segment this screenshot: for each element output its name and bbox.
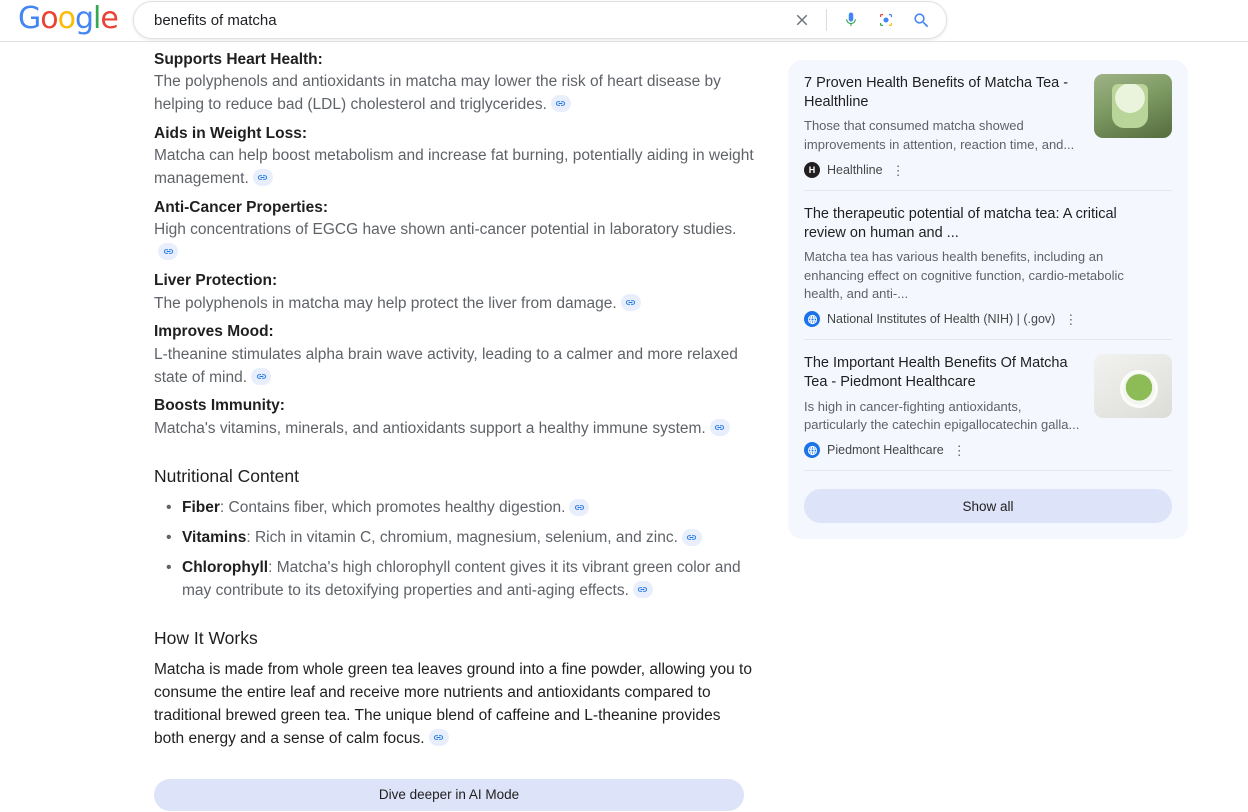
ai-item-desc-text: Matcha can help boost metabolism and increase fat burning, potentially aiding in weight management. xyxy=(154,147,754,187)
ai-overview-item xyxy=(154,320,760,389)
logo-letter-e: e xyxy=(100,0,118,36)
search-icon[interactable] xyxy=(910,9,932,31)
ai-item-desc-text: The polyphenols and antioxidants in matcha may lower the risk of heart disease by helping to reduce bad (LDL) cholesterol and triglycerides. xyxy=(154,73,721,114)
source-snippet: Those that consumed matcha showed improvements in attention, reaction time, and... xyxy=(804,118,1075,152)
list-item xyxy=(182,557,760,603)
more-options-icon[interactable]: ⋮ xyxy=(952,442,966,458)
sources-column xyxy=(788,48,1188,811)
link-icon[interactable] xyxy=(253,169,273,186)
list-item xyxy=(182,527,760,550)
how-it-works-paragraph xyxy=(154,659,754,750)
logo-letter-o1: o xyxy=(40,0,58,36)
ai-item-desc-text: L-theanine stimulates alpha brain wave activity, leading to a calmer and more relaxed state of mind. xyxy=(154,345,738,386)
ai-item-title: Liver Protection: xyxy=(154,272,278,290)
logo-letter-o2: o xyxy=(57,0,75,36)
link-icon[interactable] xyxy=(551,95,571,112)
source-thumbnail[interactable] xyxy=(1094,74,1172,138)
source-thumbnail[interactable] xyxy=(1094,354,1172,418)
sources-card xyxy=(788,60,1188,539)
ai-overview-item xyxy=(154,122,760,191)
source-item[interactable] xyxy=(804,205,1172,340)
source-title[interactable]: The Important Health Benefits Of Matcha Tea - Piedmont Healthcare xyxy=(804,355,1068,390)
ai-item-desc xyxy=(154,71,760,117)
ai-item-title: Boosts Immunity: xyxy=(154,397,285,415)
source-main xyxy=(804,354,1094,458)
healthline-favicon: H xyxy=(804,162,820,178)
bullet-label: Chlorophyll xyxy=(182,558,269,576)
ai-item-desc xyxy=(154,418,760,441)
ai-overview-column xyxy=(0,48,760,811)
source-main xyxy=(804,74,1094,178)
source-item[interactable] xyxy=(804,74,1172,191)
logo-letter-g2: g xyxy=(74,0,94,36)
page-content xyxy=(0,42,1248,811)
link-icon[interactable] xyxy=(710,419,730,436)
ai-item-title: Anti-Cancer Properties: xyxy=(154,198,328,216)
more-options-icon[interactable]: ⋮ xyxy=(1064,311,1078,327)
ai-item-desc-text: The polyphenols in matcha may help protect the liver from damage. xyxy=(154,294,617,312)
link-icon[interactable] xyxy=(621,294,641,311)
more-options-icon[interactable]: ⋮ xyxy=(891,162,905,178)
globe-favicon xyxy=(804,311,820,327)
ai-item-desc xyxy=(154,219,760,265)
bullet-text: : Rich in vitamin C, chromium, magnesium, selenium, and zinc. xyxy=(246,529,678,547)
google-lens-icon[interactable] xyxy=(875,9,897,31)
ai-item-title: Supports Heart Health: xyxy=(154,51,323,68)
link-icon[interactable] xyxy=(158,243,178,260)
bullet-label: Fiber xyxy=(182,499,220,517)
link-icon[interactable] xyxy=(569,499,589,516)
ai-item-title: Aids in Weight Loss: xyxy=(154,124,307,142)
how-it-works-text: Matcha is made from whole green tea leaves ground into a fine powder, allowing you to consume the entire leaf and receive more nutrients and antioxidants compared to traditional brewed green tea. The unique blend of caffeine and L-theanine provides both energy and a sense of calm focus. xyxy=(154,661,752,747)
source-main xyxy=(804,205,1172,327)
source-site: Piedmont Healthcare xyxy=(827,443,944,458)
source-footer xyxy=(804,442,1084,458)
source-snippet: Is high in cancer-fighting antioxidants, particularly the catechin epigallocatechin galla... xyxy=(804,398,1080,432)
close-icon[interactable] xyxy=(791,9,813,31)
ai-item-desc-text: Matcha's vitamins, minerals, and antioxidants support a healthy immune system. xyxy=(154,419,706,437)
nutritional-content-list xyxy=(154,497,760,602)
logo-letter-g: G xyxy=(18,0,41,36)
source-footer xyxy=(804,311,1162,327)
top-header xyxy=(0,0,1248,42)
ai-item-desc xyxy=(154,293,760,316)
nutritional-content-heading: Nutritional Content xyxy=(154,466,299,487)
ai-overview-item xyxy=(154,394,760,440)
ai-item-desc xyxy=(154,145,760,191)
microphone-icon[interactable] xyxy=(840,9,862,31)
link-icon[interactable] xyxy=(429,729,449,746)
source-title[interactable]: The therapeutic potential of matcha tea: A critical review on human and ... xyxy=(804,206,1117,241)
source-site: Healthline xyxy=(827,163,883,177)
link-icon[interactable] xyxy=(251,368,271,385)
ai-overview-list xyxy=(154,48,760,440)
dive-deeper-button[interactable]: Dive deeper in AI Mode xyxy=(154,779,744,811)
globe-favicon xyxy=(804,442,820,458)
search-bar[interactable] xyxy=(133,1,947,39)
source-item[interactable] xyxy=(804,354,1172,471)
list-item xyxy=(182,497,760,520)
search-input[interactable] xyxy=(152,11,778,30)
ai-item-desc-text: High concentrations of EGCG have shown anti-cancer potential in laboratory studies. xyxy=(154,220,737,238)
source-title[interactable]: 7 Proven Health Benefits of Matcha Tea - Healthline xyxy=(804,75,1069,110)
bullet-text: : Matcha's high chlorophyll content gives it its vibrant green color and may contribute to its detoxifying properties and anti-aging effects. xyxy=(182,558,741,599)
ai-overview-item xyxy=(154,269,760,315)
link-icon[interactable] xyxy=(682,529,702,546)
ai-item-title: Improves Mood: xyxy=(154,323,274,341)
source-footer xyxy=(804,162,1084,178)
ai-overview-item xyxy=(154,48,760,117)
show-all-button[interactable]: Show all xyxy=(804,489,1172,523)
ai-overview-item xyxy=(154,196,760,265)
how-it-works-heading: How It Works xyxy=(154,628,258,649)
ai-item-desc xyxy=(154,344,760,390)
google-logo[interactable] xyxy=(18,0,118,38)
search-divider xyxy=(826,9,827,31)
link-icon[interactable] xyxy=(633,581,653,598)
bullet-label: Vitamins xyxy=(182,529,247,547)
bullet-text: : Contains fiber, which promotes healthy digestion. xyxy=(219,499,566,517)
logo-letter-l: l xyxy=(93,0,101,36)
source-site: National Institutes of Health (NIH) | (.gov) xyxy=(827,312,1056,327)
source-snippet: Matcha tea has various health benefits, including an enhancing effect on cognitive function, cardio-metabolic health, and anti-... xyxy=(804,249,1124,301)
